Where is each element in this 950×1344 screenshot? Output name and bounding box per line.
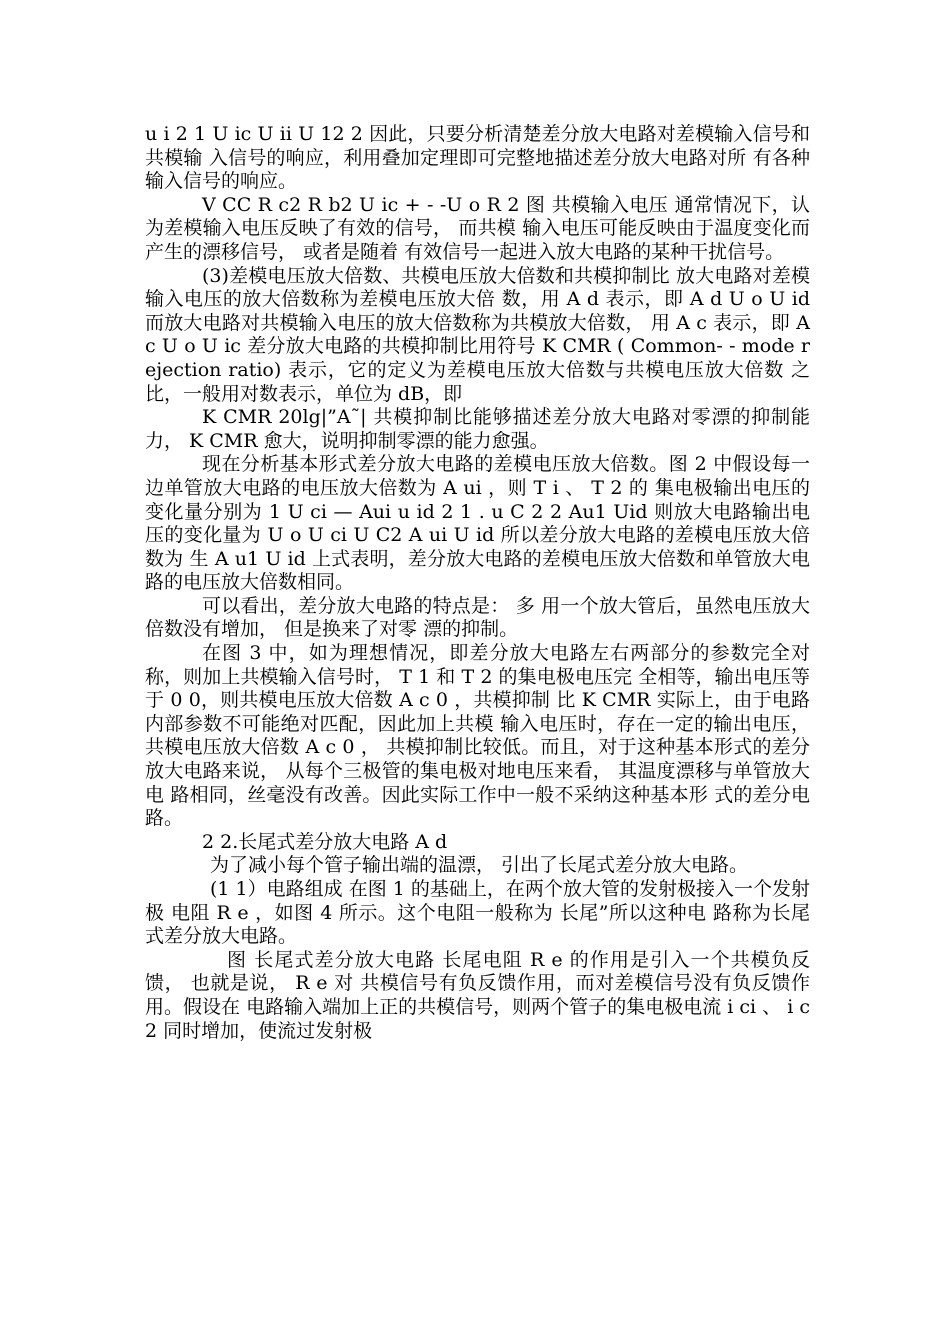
body-paragraph: K CMR 20lg|”A˜| 共模抑制比能够描述差分放大电路对零漂的抑制能力， K CMR 愈大，说明抑制零漂的能力愈强。 <box>145 406 810 452</box>
body-paragraph: 可以看出，差分放大电路的特点是： 多 用一个放大管后，虽然电压放大倍数没有增加， 但是换来了对零 漂的抑制。 <box>145 594 810 641</box>
body-paragraph: 为了减小每个管子输出端的温漂， 引出了长尾式差分放大电路。 <box>210 854 749 877</box>
body-paragraph: V CC R c2 R b2 U ic + - -U o R 2 图 共模输入电压 通常情况下，认为差模输入电压反映了有效的信号， 而共模 输入电压可能反映由于温度变化而产生的漂移信号， 或者是随着 有效信号一起进入放大电路的某种干扰信号。 <box>145 193 810 263</box>
body-paragraph: (1 1）电路组成 在图 1 的基础上，在两个放大管的发射极接入一个发射极 电阻 R e ，如图 4 所示。这个电阻一般称为 长尾”所以这种电 路称为长尾式差分放大电路。 <box>145 878 810 948</box>
body-paragraph: u i 2 1 U ic U ii U 12 2 因此，只要分析清楚差分放大电路对差模输入信号和共模输 入信号的响应，利用叠加定理即可完整地描述差分放大电路对所 有各种输入信号的响应。 <box>145 123 810 193</box>
body-paragraph: 在图 3 中，如为理想情况，即差分放大电路左右两部分的参数完全对称，则加上共模输入信号时， T 1 和 T 2 的集电极电压完 全相等，输出电压等于 0 0，则共模电压放大倍数 A c 0 ，共模抑制 比 K CMR 实际上，由于电路内部参数不可能绝对匹配，因此加上共模 输入电压时，存在一定的输出电压，共模电压放大倍数 A c 0 ， 共模抑制比较低。而且，对于这种基本形式的差分放大电路来说， 从每个三极管的集电极对地电压来看， 其温度漂移与单管放大电 路相同，丝毫没有改善。因此实际工作中一般不采纳这种基本形 式的差分电路。 <box>145 642 810 830</box>
body-paragraph: 图 长尾式差分放大电路 长尾电阻 R e 的作用是引入一个共模负反馈， 也就是说， R e 对 共模信号有负反馈作用，而对差模信号没有负反馈作用。假设在 电路输入端加上正的共模信号，则两个管子的集电极电流 i ci 、 i c2 同时增加，使流过发射极 <box>145 948 810 1042</box>
section-heading: 2 2.长尾式差分放大电路 A d <box>202 830 448 853</box>
document-page <box>145 123 810 1043</box>
body-paragraph: 现在分析基本形式差分放大电路的差模电压放大倍数。图 2 中假设每一边单管放大电路的电压放大倍数为 A ui ，则 T i 、 T 2 的 集电极输出电压的变化量分别为 1 U ci — Aui u id 2 1 . u C 2 2 Au1 Uid 则放大电路输出电压的变化量为 U o U ci U C2 A ui U id 所以差分放大电路的差模电压放大倍数为 生 A u1 U id 上式表明，差分放大电路的差模电压放大倍数和单管放大电 路的电压放大倍数相同。 <box>145 453 810 594</box>
body-paragraph: (3)差模电压放大倍数、共模电压放大倍数和共模抑制比 放大电路对差模输入电压的放大倍数称为差模电压放大倍 数，用 A d 表示，即 A d U o U id 而放大电路对共模输入电压的放大倍数称为共模放大倍数， 用 A c 表示，即 A c U o U ic 差分放大电路的共模抑制比用符号 K CMR ( Common- - mode rejection ratio) 表示，它的定义为差模电压放大倍数与共模电压放大倍数 之比，一般用对数表示，单位为 dB，即 <box>145 264 810 405</box>
